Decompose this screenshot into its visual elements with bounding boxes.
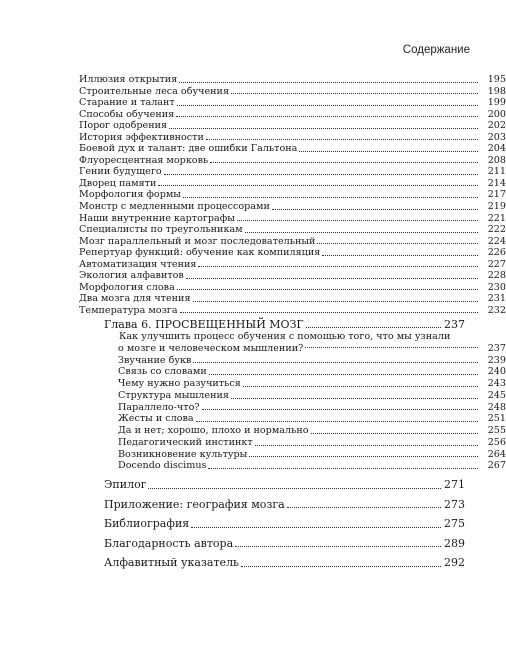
dot-leader <box>158 185 478 186</box>
dot-leader <box>235 546 441 547</box>
toc-entry-page-number: 256 <box>487 436 506 448</box>
toc-entry-page-number: 248 <box>487 401 506 413</box>
toc-entry[interactable] <box>118 425 506 437</box>
toc-entry[interactable] <box>118 355 506 367</box>
toc-entry[interactable] <box>118 402 506 414</box>
toc-entry-page-number: 219 <box>487 201 506 213</box>
toc-entry[interactable] <box>79 270 506 282</box>
dot-leader <box>196 421 478 422</box>
toc-entry[interactable] <box>118 437 506 449</box>
chapter-intro-page-number: 237 <box>487 343 506 355</box>
toc-entry[interactable] <box>79 132 506 144</box>
toc-entry-page-number: 217 <box>487 189 506 201</box>
back-matter-entry-title: Эпилог <box>104 478 147 492</box>
dot-leader <box>210 162 478 163</box>
toc-entry-title: Боевой дух и талант: две ошибки Гальтона <box>79 143 298 155</box>
toc-entry-title: Связь со словами <box>118 366 207 378</box>
toc-entry-title: Педагогический инстинкт <box>118 436 253 448</box>
back-matter-entry-title: Благодарность автора <box>104 536 234 550</box>
toc-entry-page-number: 195 <box>487 74 506 85</box>
dot-leader <box>183 197 478 198</box>
dot-leader <box>148 488 441 489</box>
toc-entry-title: Да и нет; хорошо, плохо и нормально <box>118 425 309 437</box>
toc-entry-title: Автоматизация чтения <box>79 258 197 270</box>
back-matter-list <box>0 478 500 570</box>
dot-leader <box>186 278 478 279</box>
dot-leader <box>311 433 479 434</box>
toc-entry-title: Порог одобрения <box>79 120 168 132</box>
toc-entry[interactable] <box>79 213 506 225</box>
dot-leader <box>249 456 478 457</box>
toc-entry-page-number: 230 <box>487 281 506 293</box>
dot-leader <box>193 301 478 302</box>
table-of-contents <box>0 74 506 570</box>
toc-entry-page-number: 202 <box>487 120 506 132</box>
toc-entry[interactable] <box>79 74 506 86</box>
toc-entry-page-number: 203 <box>487 131 506 143</box>
toc-entry-title: Старание и талант <box>79 97 175 109</box>
toc-entry[interactable] <box>79 120 506 132</box>
toc-entry-page-number: 200 <box>487 108 506 120</box>
toc-entry[interactable] <box>118 366 506 378</box>
running-header: Содержание <box>402 44 470 56</box>
toc-entry-page-number: 255 <box>487 425 506 437</box>
toc-entry-page-number: 243 <box>487 378 506 390</box>
toc-entry-page-number: 239 <box>487 354 506 366</box>
toc-entry-page-number: 226 <box>487 247 506 259</box>
back-matter-entry[interactable] <box>0 537 465 551</box>
back-matter-entry-page-number: 292 <box>444 556 465 570</box>
toc-entry-page-number: 231 <box>487 293 506 305</box>
dot-leader <box>180 312 478 313</box>
toc-entry-title: Два мозга для чтения <box>79 293 191 305</box>
dot-leader <box>241 566 441 567</box>
toc-entry-title: Морфология формы <box>79 189 181 201</box>
toc-entry-title: Монстр с медленными процессорами <box>79 201 270 213</box>
dot-leader <box>206 139 478 140</box>
toc-entry-title: Температура мозга <box>79 304 178 316</box>
toc-entry-title: Жесты и слова <box>118 413 194 425</box>
chapter-intro-line2: о мозге и человеческом мышлении? <box>118 343 304 355</box>
toc-entry[interactable] <box>79 155 506 167</box>
toc-entry-page-number: 222 <box>487 224 506 236</box>
toc-entry[interactable] <box>118 378 506 390</box>
dot-leader <box>193 362 478 363</box>
dot-leader <box>164 174 478 175</box>
back-matter-entry[interactable] <box>0 498 465 512</box>
dot-leader <box>176 116 478 117</box>
toc-entry[interactable] <box>79 259 506 271</box>
dot-leader <box>322 255 478 256</box>
toc-entry-page-number: 228 <box>487 270 506 282</box>
toc-entry[interactable] <box>79 201 506 213</box>
toc-entry-page-number: 208 <box>487 154 506 166</box>
toc-entry-title: Чему нужно разучиться <box>118 378 241 390</box>
toc-entry[interactable] <box>79 224 506 236</box>
toc-entry-page-number: 204 <box>487 143 506 155</box>
toc-entry[interactable] <box>79 143 506 155</box>
back-matter-entry-page-number: 271 <box>444 478 465 492</box>
toc-entry-title: Репертуар функций: обучение как компиляция <box>79 247 321 259</box>
chapter-entry-list <box>0 354 506 473</box>
toc-entry[interactable] <box>118 413 506 425</box>
chapter-intro-entry[interactable] <box>119 331 506 354</box>
toc-entry-title: Гении будущего <box>79 166 162 178</box>
chapter-entry[interactable] <box>0 318 465 331</box>
dot-leader <box>237 220 478 221</box>
dot-leader <box>169 128 478 129</box>
toc-entry-page-number: 240 <box>487 366 506 378</box>
toc-entry-page-number: 199 <box>487 97 506 109</box>
toc-entry-title: Экология алфавитов <box>79 270 184 282</box>
back-matter-entry-title: Библиография <box>104 517 190 531</box>
chapter-page-number: 237 <box>444 318 465 332</box>
toc-entry-title: Дворец памяти <box>79 177 157 189</box>
toc-entry-page-number: 267 <box>487 460 506 472</box>
dot-leader <box>198 266 478 267</box>
toc-entry-title: Мозг параллельный и мозг последовательный <box>79 235 316 247</box>
back-matter-entry-page-number: 289 <box>444 536 465 550</box>
dot-leader <box>245 232 478 233</box>
dot-leader <box>177 105 478 106</box>
toc-entry-page-number: 245 <box>487 389 506 401</box>
dot-leader <box>191 527 441 528</box>
toc-entry[interactable] <box>79 109 506 121</box>
toc-entry[interactable] <box>79 166 506 178</box>
toc-entry[interactable] <box>79 282 506 294</box>
toc-entry-page-number: 221 <box>487 212 506 224</box>
back-matter-entry[interactable] <box>0 556 465 570</box>
toc-entry[interactable] <box>79 305 506 317</box>
toc-entry[interactable] <box>79 97 506 109</box>
toc-entry-page-number: 211 <box>487 166 506 178</box>
toc-entry-title: Флуоресцентная морковь <box>79 154 209 166</box>
toc-entry[interactable] <box>79 247 506 259</box>
toc-entry-title: Специалисты по треугольникам <box>79 224 243 236</box>
back-matter-entry[interactable] <box>0 478 465 492</box>
toc-entry[interactable] <box>79 189 506 201</box>
toc-entry-title: История эффективности <box>79 131 204 143</box>
toc-entry-title: Иллюзия открытия <box>79 74 178 85</box>
dot-leader <box>231 93 478 94</box>
dot-leader <box>179 82 478 83</box>
dot-leader <box>317 243 478 244</box>
dot-leader <box>209 374 478 375</box>
toc-entry-page-number: 224 <box>487 235 506 247</box>
toc-entry[interactable] <box>79 178 506 190</box>
toc-entry-title: Звучание букв <box>118 354 192 366</box>
dot-leader <box>299 151 478 152</box>
toc-entry-title: Наши внутренние картографы <box>79 212 235 224</box>
toc-entry-title: Морфология слова <box>79 281 175 293</box>
toc-entry-title: Возникновение культуры <box>118 448 248 460</box>
dot-leader <box>231 398 478 399</box>
toc-entry-title: Строительные леса обучения <box>79 85 229 97</box>
toc-entry-title: Параллело-что? <box>118 401 200 413</box>
dot-leader <box>287 507 441 508</box>
toc-entry-title: Способы обучения <box>79 108 175 120</box>
dot-leader <box>255 445 478 446</box>
back-matter-entry[interactable] <box>0 517 465 531</box>
toc-entry-page-number: 227 <box>487 258 506 270</box>
section-entry-list <box>0 74 506 316</box>
dot-leader <box>208 468 478 469</box>
back-matter-entry-page-number: 273 <box>444 497 465 511</box>
dot-leader <box>177 289 478 290</box>
dot-leader <box>306 327 441 328</box>
toc-entry-page-number: 232 <box>487 304 506 316</box>
chapter-intro-line1: Как улучшить процесс обучения с помощью того, что мы узнали <box>119 331 451 343</box>
back-matter-entry-title: Алфавитный указатель <box>104 556 240 570</box>
toc-entry-page-number: 198 <box>487 85 506 97</box>
toc-entry-page-number: 264 <box>487 448 506 460</box>
dot-leader <box>202 409 479 410</box>
toc-entry[interactable] <box>79 236 506 248</box>
chapter-title: Глава 6. ПРОСВЕЩЕННЫЙ МОЗГ <box>104 318 304 332</box>
dot-leader <box>305 347 478 348</box>
dot-leader <box>272 209 478 210</box>
toc-entry-page-number: 251 <box>487 413 506 425</box>
toc-entry[interactable] <box>118 390 506 402</box>
toc-entry[interactable] <box>118 449 506 461</box>
toc-entry-title: Структура мышления <box>118 389 229 401</box>
back-matter-entry-page-number: 275 <box>444 517 465 531</box>
toc-entry-title: Docendo discimus <box>118 460 207 472</box>
dot-leader <box>243 386 478 387</box>
toc-entry[interactable] <box>79 293 506 305</box>
toc-entry[interactable] <box>118 460 506 472</box>
toc-entry-page-number: 214 <box>487 177 506 189</box>
toc-entry[interactable] <box>79 86 506 98</box>
back-matter-entry-title: Приложение: география мозга <box>104 497 285 511</box>
